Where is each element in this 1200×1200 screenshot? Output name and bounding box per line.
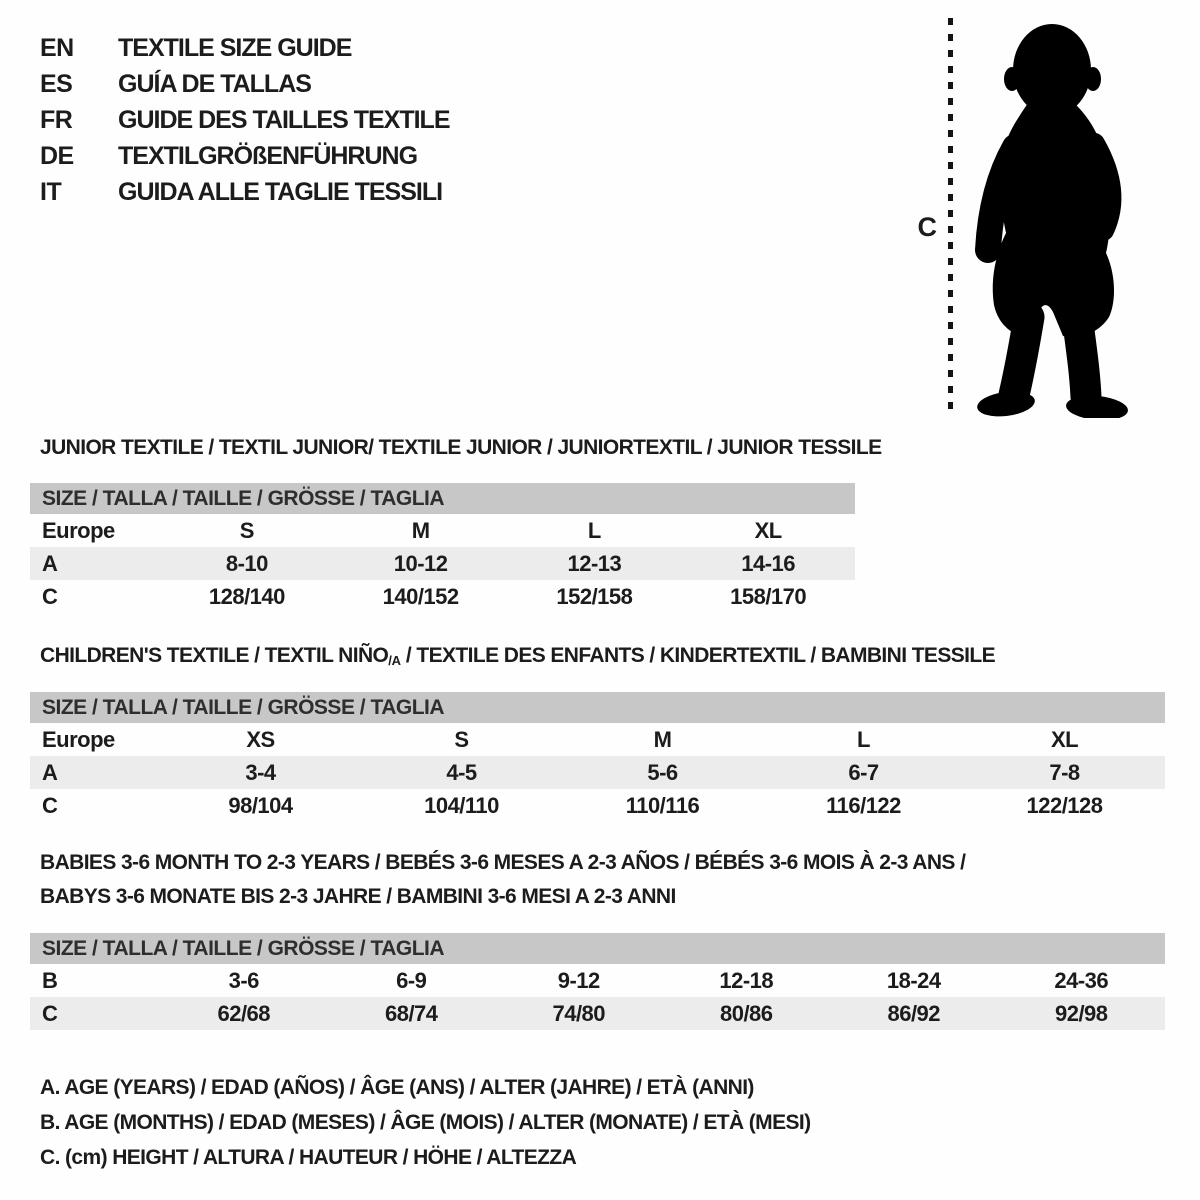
children-section-title <box>40 644 995 668</box>
measurement-legend <box>40 1070 811 1175</box>
table-row <box>30 580 855 613</box>
language-code: ES <box>40 69 73 98</box>
language-title-list <box>40 30 450 210</box>
children-title-prefix: CHILDREN'S TEXTILE / TEXTIL NIÑO <box>40 644 389 667</box>
guide-title: GUIDA ALLE TAGLIE TESSILI <box>118 177 443 206</box>
table-row <box>30 514 855 547</box>
table-cell: 5-6 <box>647 759 678 785</box>
table-cell: 6-9 <box>396 967 427 993</box>
language-row-en <box>40 30 450 66</box>
language-code: IT <box>40 177 62 206</box>
table-cell: S <box>239 517 254 543</box>
table-cell: 92/98 <box>1054 1000 1108 1026</box>
table-row <box>30 756 1165 789</box>
table-cell: 152/158 <box>556 583 633 609</box>
row-label: B <box>42 967 58 993</box>
table-cell: XL <box>754 517 782 543</box>
legend-line-b: B. AGE (MONTHS) / EDAD (MESES) / ÂGE (MOIS) / ALTER (MONATE) / ETÀ (MESI) <box>40 1110 811 1134</box>
table-cell: 18-24 <box>886 967 941 993</box>
table-cell: 9-12 <box>557 967 600 993</box>
table-cell: 116/122 <box>826 792 901 818</box>
row-label: C <box>42 792 58 818</box>
babies-section-title-line2: BABYS 3-6 MONATE BIS 2-3 JAHRE / BAMBINI 3-6 MESI A 2-3 ANNI <box>40 885 676 908</box>
babies-section-title-line1: BABIES 3-6 MONTH TO 2-3 YEARS / BEBÉS 3-6 MESES A 2-3 AÑOS / BÉBÉS 3-6 MOIS À 2-3 ANS / <box>40 851 966 874</box>
children-size-table <box>30 692 1165 822</box>
row-label: Europe <box>42 726 115 752</box>
legend-line-a: A. AGE (YEARS) / EDAD (AÑOS) / ÂGE (ANS) / ALTER (JAHRE) / ETÀ (ANNI) <box>40 1075 754 1099</box>
table-cell: 158/170 <box>730 583 807 609</box>
table-cell: 3-6 <box>228 967 259 993</box>
height-measure-dashed-line <box>948 18 953 416</box>
table-cell: 6-7 <box>848 759 879 785</box>
language-row-de <box>40 138 450 174</box>
language-code: DE <box>40 141 74 170</box>
guide-title: TEXTILE SIZE GUIDE <box>118 33 352 62</box>
toddler-silhouette-icon <box>966 16 1136 418</box>
table-cell: 8-10 <box>225 550 268 576</box>
table-row <box>30 964 1165 997</box>
table-cell: 68/74 <box>384 1000 438 1026</box>
table-cell: XL <box>1050 726 1079 752</box>
children-title-sub: /A <box>388 653 401 668</box>
table-cell: L <box>587 517 601 543</box>
table-cell: 128/140 <box>208 583 285 609</box>
table-cell: 12-13 <box>567 550 622 576</box>
row-label: C <box>42 583 58 609</box>
table-cell: 62/68 <box>217 1000 271 1026</box>
language-row-it <box>40 174 450 210</box>
table-cell: 24-36 <box>1054 967 1109 993</box>
language-row-fr <box>40 102 450 138</box>
table-cell: 14-16 <box>741 550 796 576</box>
table-row <box>30 997 1165 1030</box>
language-code: EN <box>40 33 74 62</box>
row-label: A <box>42 550 58 576</box>
legend-line-c: C. (cm) HEIGHT / ALTURA / HAUTEUR / HÖHE / ALTEZZA <box>40 1145 577 1169</box>
guide-title: GUIDE DES TAILLES TEXTILE <box>118 105 450 134</box>
table-row <box>30 547 855 580</box>
table-cell: 10-12 <box>393 550 448 576</box>
table-cell: M <box>653 726 672 752</box>
children-title-suffix: / TEXTILE DES ENFANTS / KINDERTEXTIL / BAMBINI TESSILE <box>400 644 996 667</box>
guide-title: TEXTILGRÖßENFÜHRUNG <box>118 141 418 170</box>
row-label: C <box>42 1000 58 1026</box>
junior-size-table <box>30 483 855 613</box>
row-label: A <box>42 759 58 785</box>
table-cell: M <box>411 517 430 543</box>
height-measure-label: C <box>917 212 937 242</box>
table-cell: 104/110 <box>424 792 499 818</box>
size-header-bar: SIZE / TALLA / TAILLE / GRÖSSE / TAGLIA <box>30 933 1165 964</box>
table-cell: 122/128 <box>1026 792 1103 818</box>
table-cell: XS <box>246 726 275 752</box>
table-cell: L <box>857 726 870 752</box>
language-row-es <box>40 66 450 102</box>
guide-title: GUÍA DE TALLAS <box>118 69 311 98</box>
table-cell: 110/116 <box>625 792 700 818</box>
row-label: Europe <box>42 517 115 543</box>
table-cell: 86/92 <box>887 1000 941 1026</box>
table-row <box>30 789 1165 822</box>
babies-size-table <box>30 933 1165 1030</box>
language-code: FR <box>40 105 73 134</box>
table-cell: 74/80 <box>552 1000 606 1026</box>
size-header-bar: SIZE / TALLA / TAILLE / GRÖSSE / TAGLIA <box>30 692 1165 723</box>
junior-section-title: JUNIOR TEXTILE / TEXTIL JUNIOR/ TEXTILE JUNIOR / JUNIORTEXTIL / JUNIOR TESSILE <box>40 436 882 459</box>
table-cell: 3-4 <box>245 759 276 785</box>
table-cell: 80/86 <box>719 1000 773 1026</box>
size-header-bar: SIZE / TALLA / TAILLE / GRÖSSE / TAGLIA <box>30 483 855 514</box>
table-cell: 140/152 <box>382 583 459 609</box>
table-cell: S <box>454 726 469 752</box>
table-cell: 4-5 <box>446 759 477 785</box>
table-cell: 7-8 <box>1049 759 1080 785</box>
table-cell: 12-18 <box>719 967 774 993</box>
table-row <box>30 723 1165 756</box>
table-cell: 98/104 <box>228 792 293 818</box>
